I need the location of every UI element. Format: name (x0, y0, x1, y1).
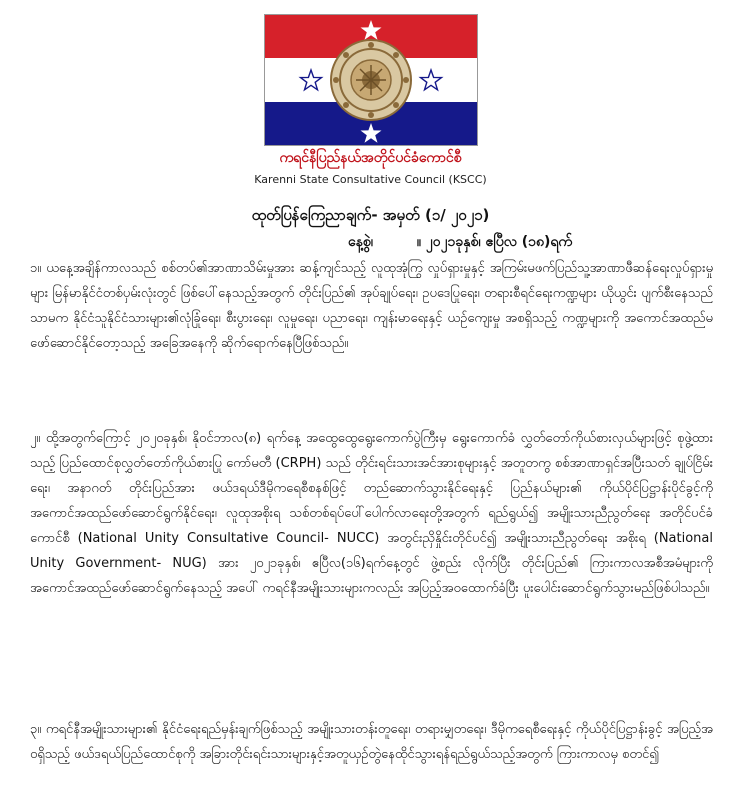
organization-name-burmese: ကရင်နီပြည်နယ်အတိုင်ပင်ခံကောင်စီ (279, 150, 462, 166)
star-icon (421, 70, 442, 90)
flag-emblem-overlay (265, 15, 477, 145)
statement-date: နေ့စွဲ၊ ။ ၂၀၂၁ခုနှစ်၊ ဧပြီလ (၁၈)ရက် (348, 234, 573, 250)
paragraph-2 (30, 426, 713, 601)
paragraph-text: ၁။ ယနေ့အချိန်ကာလသည် စစ်တပ်၏အာဏာသိမ်းမှုအား ဆန့်ကျင်သည့် လူထုအုံကြွ လှုပ်ရှားမှုနှင့် အကြမ်းမဖက်ပြည်သူ့အာဏာဖီဆန်ရေးလှုပ်ရှားမှုများ မြန်မာနိုင်ငံတစ်ပှမ်းလုံးတွင် ဖြစ်ပေါ်နေသည့်အတွက် တိုင်းပြည်၏ အုပ်ချုပ်ရေး၊ ဥပဒေပြုရေး၊ တရားစီရင်ရေးကဏ္ဍများ ယိုယွင်း ပျက်စီးနေသည်သာမက နိုင်ငံသူနိုင်ငံသားများ၏လုံခြုံရေး၊ စီးပွားရေး၊ လူမှုရေး၊ ပညာရေး၊ ကျန်းမာရေးနှင့် ယဉ်ကျေးမှု အစရှိသည့် ကဏ္ဍများကို အကောင်အထည်မဖော်ဆောင်နိုင်တော့သည့် အခြေအနေကို ဆိုက်ရောက်နေပြီဖြစ်သည်။ (30, 261, 713, 351)
paragraph-text: ၃။ ကရင်နီအမျိုးသားများ၏ နိုင်ငံရေးရည်မှန်းချက်ဖြစ်သည့် အမျိုးသားတန်းတူရေး၊ တရားမျှတရေး၊ ဒီမိုကရေစီရေးနှင့် ကိုယ်ပိုင်ပြဋ္ဌာန်းခွင့် အပြည့်အဝရှိသည့် ဖယ်ဒရယ်ပြည်ထောင်စုကို အခြားတိုင်းရင်းသားများနှင့်အတူယှဉ်တွဲနေထိုင်သွားရန်ရည်ရွယ်သည့်အတွက် ကြားကာလမှ စတင်၍ (30, 722, 713, 762)
paragraph-3 (30, 717, 713, 767)
karenni-flag (264, 14, 478, 146)
bronze-drum-emblem-icon (331, 40, 411, 120)
organization-name-english: Karenni State Consultative Council (KSCC) (254, 173, 487, 186)
star-icon (361, 123, 382, 143)
statement-title: ထုတ်ပြန်ကြေညာချက်- အမှတ် (၁/ ၂၀၂၁) (251, 206, 490, 224)
star-icon (361, 20, 382, 40)
paragraph-1 (30, 256, 713, 356)
star-icon (301, 70, 322, 90)
paragraph-text: ၂။ ထို့အတွက်ကြောင့် ၂၀၂၀ခုနှစ်၊ နိုဝင်ဘာလ(၈) ရက်နေ့ အထွေထွေရွေးကောက်ပွဲကြီးမှ ရွေးကောက်ခံ လွှတ်တော်ကိုယ်စားလှယ်များဖြင့် စုဖွဲ့ထားသည့် ပြည်ထောင်စုလွှတ်တော်ကိုယ်စားပြု ကော်မတီ (CRPH) သည် တိုင်းရင်းသားအင်အားစုများနှင့် အတူတကွ စစ်အာဏာရှင်အပြီးသတ် ချုပ်ငြိမ်းရေး၊ အနာဂတ် တိုင်းပြည်အား ဖယ်ဒရယ်ဒီမိုကရေစီစနစ်ဖြင့် တည်ဆောက်သွားနိုင်ရေးနှင့် ပြည်နယ်များ၏ ကိုယ်ပိုင်ပြဋ္ဌာန်းပိုင်ခွင့်ကို အကောင်အထည်ဖော်ဆောင်ရွက်နိုင်ရေး၊ လူထုအစိုးရ သစ်တစ်ရပ်ပေါ်ပေါက်လာရေးတို့အတွက် ရည်ရွယ်၍ အမျိုးသားညီညွတ်ရေး အတိုင်ပင်ခံကောင်စီ (National Unity Consultative Council- NUCC) အတွင်းညှိနှိုင်းတိုင်ပင်၍ အမျိုးသားညီညွတ်ရေး အစိုးရ (National Unity Government- NUG) အား ၂၀၂၁ခုနှစ်၊ ဧပြီလ(၁၆)ရက်နေ့တွင် ဖွဲ့စည်း လိုက်ပြီး တိုင်းပြည်၏ ကြားကာလအစီအမံများကို အကောင်အထည်ဖော်ဆောင်ရွက်နေသည့် အပေါ် ကရင်နီအမျိုးသားများကလည်း အပြည့်အဝထောက်ခံပြီး ပူးပေါင်းဆောင်ရွက်သွားမည်ဖြစ်ပါသည်။ (30, 431, 713, 596)
